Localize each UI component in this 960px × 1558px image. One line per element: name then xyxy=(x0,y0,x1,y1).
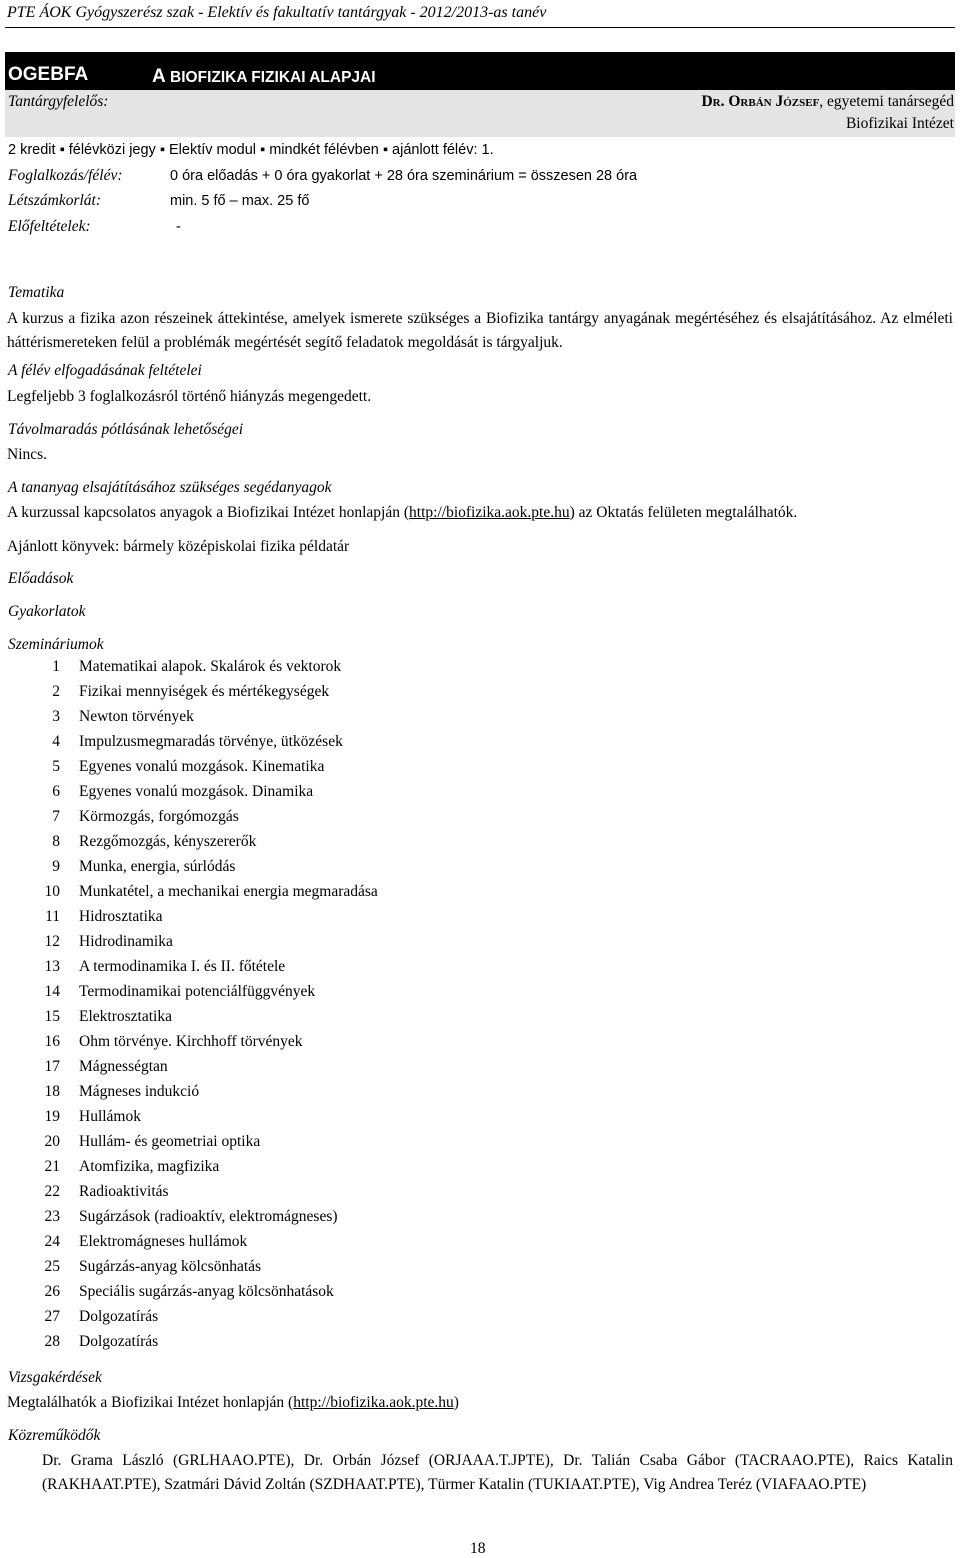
seminar-number: 2 xyxy=(52,683,60,700)
seminar-topic: Radioaktivitás xyxy=(79,1183,169,1200)
exam-text-pre: Megtalálhatók a Biofizikai Intézet honlapján ( xyxy=(7,1394,294,1411)
responsible-label: Tantárgyfelelős: xyxy=(8,93,109,110)
seminar-item xyxy=(0,1033,960,1058)
seminar-item xyxy=(0,1108,960,1133)
seminar-number: 25 xyxy=(44,1258,60,1275)
seminar-item xyxy=(0,758,960,783)
seminar-item xyxy=(0,1133,960,1158)
seminar-number: 3 xyxy=(52,708,60,725)
seminar-topic: Dolgozatírás xyxy=(79,1333,159,1350)
seminar-number: 4 xyxy=(52,733,60,750)
seminars-heading: Szemináriumok xyxy=(8,636,104,653)
materials-text-post: ) az Oktatás felületen megtalálhatók. xyxy=(569,504,798,521)
seminar-topic: Speciális sugárzás-anyag kölcsönhatások xyxy=(79,1283,334,1300)
seminar-topic: Egyenes vonalú mozgások. Kinematika xyxy=(79,758,325,775)
seminar-topic: Impulzusmegmaradás törvénye, ütközések xyxy=(79,733,343,750)
tematika-text: A kurzus a fizika azon részeinek áttekintése, amelyek ismerete szükséges a Biofizika tantárgy anyagának megértéséhez és elsajátításához. Az elméleti háttérismereteken felül a problémák megértését segítő feladatok megoldását is tárgyaljuk. xyxy=(7,310,953,351)
seminar-item xyxy=(0,1008,960,1033)
seminar-topic: Elektrosztatika xyxy=(79,1008,172,1025)
seminar-item xyxy=(0,1233,960,1258)
hours-label: Foglalkozás/félév: xyxy=(8,167,123,184)
seminar-item xyxy=(0,908,960,933)
seminar-topic: Sugárzások (radioaktív, elektromágneses) xyxy=(79,1208,338,1225)
seminar-number: 7 xyxy=(52,808,60,825)
course-title xyxy=(152,66,376,88)
tematika-heading: Tematika xyxy=(8,284,65,301)
seminar-topic: Körmozgás, forgómozgás xyxy=(79,808,239,825)
seminar-topic: Newton törvények xyxy=(79,708,194,725)
semester-conditions-heading: A félév elfogadásának feltételei xyxy=(8,362,202,379)
contributors-heading: Közreműködők xyxy=(8,1427,101,1444)
seminar-item xyxy=(0,1158,960,1183)
materials-website-link[interactable]: http://biofizika.aok.pte.hu xyxy=(409,504,570,521)
credit-line: 2 kredit ▪ félévközi jegy ▪ Elektív modul ▪ mindkét félévben ▪ ajánlott félév: 1. xyxy=(8,142,494,158)
course-title-initial: A xyxy=(152,66,166,87)
seminar-item xyxy=(0,1083,960,1108)
practicals-heading: Gyakorlatok xyxy=(8,603,86,620)
seminar-topic: Matematikai alapok. Skalárok és vektorok xyxy=(79,658,342,675)
limit-label: Létszámkorlát: xyxy=(8,192,101,209)
exam-questions-heading: Vizsgakérdések xyxy=(8,1369,102,1386)
seminar-item xyxy=(0,1058,960,1083)
materials-text xyxy=(7,504,797,522)
absence-text: Nincs. xyxy=(7,446,48,463)
seminar-item xyxy=(0,983,960,1008)
seminar-item xyxy=(0,833,960,858)
responsible-role: , egyetemi tanársegéd xyxy=(819,93,954,110)
course-title-rest: BIOFIZIKA FIZIKAI ALAPJAI xyxy=(165,69,376,86)
contributors-text: Dr. Grama László (GRLHAAO.PTE), Dr. Orbán József (ORJAAA.T.JPTE), Dr. Talián Csaba Gábor (TACRAAO.PTE), Raics Katalin (RAKHAAT.PTE), Szatmári Dávid Zoltán (SZDHAAT.PTE), Türmer Katalin (TUKIAAT.PTE), Vig Andrea Teréz (VIAFAAO.PTE) xyxy=(42,1452,953,1493)
seminar-topic: Munkatétel, a mechanikai energia megmaradása xyxy=(79,883,378,900)
seminar-item xyxy=(0,808,960,833)
seminar-number: 28 xyxy=(44,1333,60,1350)
exam-website-link[interactable]: http://biofizika.aok.pte.hu xyxy=(293,1394,454,1411)
seminar-number: 17 xyxy=(44,1058,60,1075)
seminar-item xyxy=(0,658,960,683)
hours-value: 0 óra előadás + 0 óra gyakorlat + 28 óra szeminárium = összesen 28 óra xyxy=(170,168,638,184)
seminar-topic: Mágneses indukció xyxy=(79,1083,200,1100)
seminar-number: 9 xyxy=(52,858,60,875)
seminar-topic: Hullám- és geometriai optika xyxy=(79,1133,261,1150)
seminar-number: 26 xyxy=(44,1283,60,1300)
seminar-item xyxy=(0,1208,960,1233)
responsible-name: Orbán József xyxy=(728,93,820,110)
running-header: PTE ÁOK Gyógyszerész szak - Elektív és fakultatív tantárgyak - 2012/2013-as tanév xyxy=(7,4,547,21)
seminar-number: 22 xyxy=(44,1183,60,1200)
seminar-topic: Elektromágneses hullámok xyxy=(79,1233,248,1250)
seminar-topic: Egyenes vonalú mozgások. Dinamika xyxy=(79,783,314,800)
seminar-number: 20 xyxy=(44,1133,60,1150)
responsible-person xyxy=(701,93,954,111)
seminar-item xyxy=(0,883,960,908)
page-number: 18 xyxy=(470,1540,486,1557)
seminar-topic: Dolgozatírás xyxy=(79,1308,159,1325)
seminar-number: 12 xyxy=(44,933,60,950)
seminar-topic: Hidrodinamika xyxy=(79,933,173,950)
seminar-item xyxy=(0,1258,960,1283)
seminar-number: 8 xyxy=(52,833,60,850)
seminar-item xyxy=(0,1308,960,1333)
seminar-item xyxy=(0,683,960,708)
seminar-topic: Mágnességtan xyxy=(79,1058,168,1075)
seminar-topic: Atomfizika, magfizika xyxy=(79,1158,220,1175)
course-code: OGEBFA xyxy=(8,64,89,85)
seminar-item xyxy=(0,1333,960,1358)
seminar-topic: Rezgőmozgás, kényszererők xyxy=(79,833,257,850)
limit-value: min. 5 fő – max. 25 fő xyxy=(170,193,310,209)
seminar-number: 6 xyxy=(52,783,60,800)
course-title-bar xyxy=(5,52,955,90)
seminar-number: 1 xyxy=(52,658,60,675)
seminar-number: 21 xyxy=(44,1158,60,1175)
seminar-number: 5 xyxy=(52,758,60,775)
seminar-number: 27 xyxy=(44,1308,60,1325)
institute-name: Biofizikai Intézet xyxy=(845,115,954,132)
seminar-item xyxy=(0,858,960,883)
seminar-number: 11 xyxy=(45,908,60,925)
absence-heading: Távolmaradás pótlásának lehetőségei xyxy=(8,421,244,438)
responsible-dr: Dr. xyxy=(701,93,729,110)
seminar-item xyxy=(0,783,960,808)
seminar-number: 23 xyxy=(44,1208,60,1225)
seminar-topic: Hidrosztatika xyxy=(79,908,163,925)
seminar-number: 16 xyxy=(44,1033,60,1050)
exam-text-post: ) xyxy=(453,1394,459,1411)
seminar-item xyxy=(0,1183,960,1208)
header-rule xyxy=(5,27,955,28)
seminar-item xyxy=(0,733,960,758)
seminar-number: 19 xyxy=(44,1108,60,1125)
exam-questions-text xyxy=(7,1394,459,1412)
materials-text-pre: A kurzussal kapcsolatos anyagok a Biofizikai Intézet honlapján ( xyxy=(7,504,410,521)
seminar-number: 10 xyxy=(44,883,60,900)
seminar-topic: Termodinamikai potenciálfüggvények xyxy=(79,983,316,1000)
seminar-topic: Munka, energia, súrlódás xyxy=(79,858,236,875)
seminar-number: 14 xyxy=(44,983,60,1000)
seminar-number: 18 xyxy=(44,1083,60,1100)
seminar-item xyxy=(0,958,960,983)
seminar-number: 24 xyxy=(44,1233,60,1250)
seminar-number: 13 xyxy=(44,958,60,975)
seminar-item xyxy=(0,933,960,958)
recommended-books: Ajánlott könyvek: bármely középiskolai fizika példatár xyxy=(7,538,350,555)
semester-conditions-text: Legfeljebb 3 foglalkozásról történő hiányzás megengedett. xyxy=(7,388,372,405)
prereq-value: - xyxy=(176,219,181,235)
seminar-item xyxy=(0,1283,960,1308)
materials-heading: A tananyag elsajátításához szükséges segédanyagok xyxy=(8,479,332,496)
seminar-topic: Fizikai mennyiségek és mértékegységek xyxy=(79,683,330,700)
lectures-heading: Előadások xyxy=(8,570,74,587)
seminar-topic: A termodinamika I. és II. főtétele xyxy=(79,958,286,975)
seminar-topic: Ohm törvénye. Kirchhoff törvények xyxy=(79,1033,303,1050)
seminar-item xyxy=(0,708,960,733)
seminar-number: 15 xyxy=(44,1008,60,1025)
seminar-topic: Sugárzás-anyag kölcsönhatás xyxy=(79,1258,262,1275)
seminar-topic: Hullámok xyxy=(79,1108,141,1125)
prereq-label: Előfeltételek: xyxy=(8,218,91,235)
